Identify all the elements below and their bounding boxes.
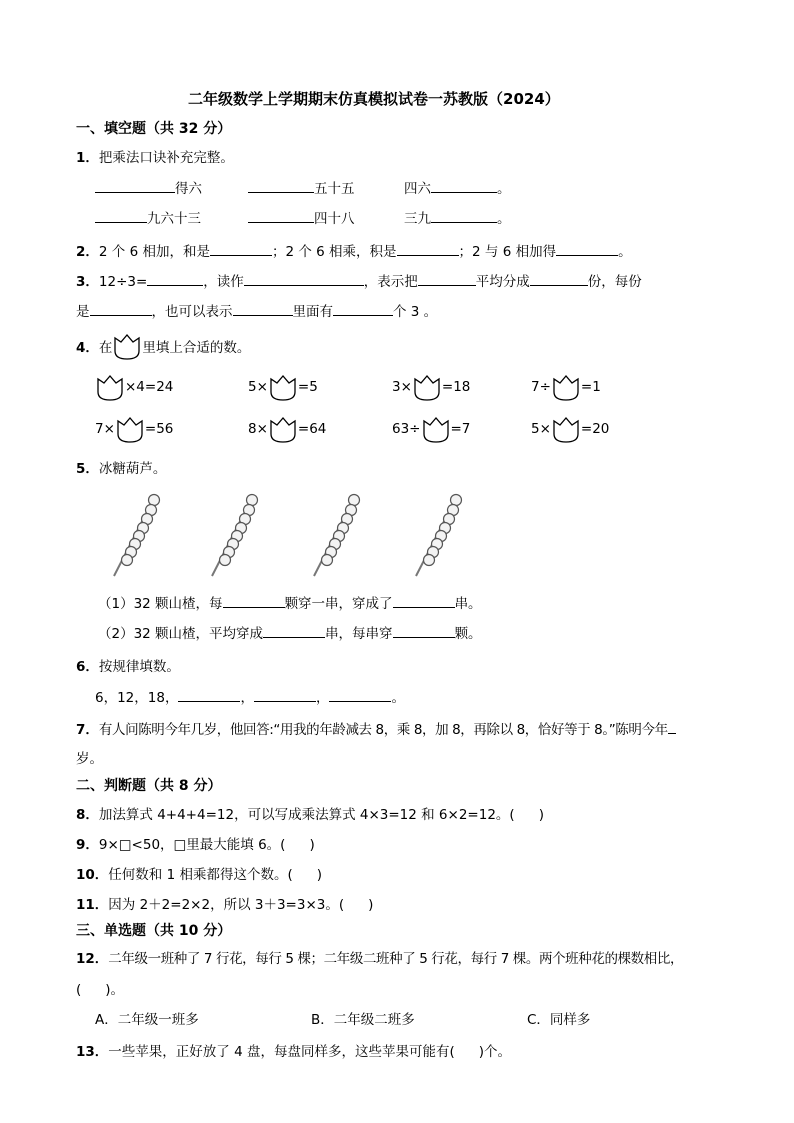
formula-post: =20 <box>580 421 610 437</box>
q12-option-a[interactable]: A．二年级一班多 <box>95 1012 199 1028</box>
answer-blank[interactable] <box>668 719 676 734</box>
q4-cell-8 <box>531 414 609 444</box>
question-text: 是 <box>76 304 90 320</box>
tulip-answer-box[interactable] <box>95 372 125 402</box>
q4-cell-3 <box>392 372 470 402</box>
tanghulu-skewer-icon <box>206 490 262 580</box>
question-number: 3． <box>76 274 99 290</box>
q4-cell-5 <box>95 414 173 444</box>
answer-blank[interactable] <box>393 593 455 608</box>
formula-text: 三九 <box>404 211 431 227</box>
question-11 <box>76 893 373 913</box>
question-text: 9×□<50，□里最大能填 6。( <box>98 837 286 853</box>
answer-blank[interactable] <box>90 301 152 316</box>
question-text: 一些苹果，正好放了 4 盘，每盘同样多，这些苹果可能有( <box>108 1044 455 1060</box>
q12-option-c[interactable]: C．同样多 <box>527 1012 591 1028</box>
question-number: 13． <box>76 1044 109 1060</box>
answer-blank[interactable] <box>254 687 316 702</box>
question-4 <box>76 331 250 361</box>
question-text: 任何数和 1 相乘都得这个数。( <box>108 867 293 883</box>
q5-part-2 <box>98 622 482 642</box>
tulip-answer-box[interactable] <box>551 414 581 444</box>
punctuation: 。 <box>391 690 405 706</box>
tanghulu-skewer-icon <box>410 490 466 580</box>
answer-blank[interactable] <box>418 271 476 286</box>
punctuation: 。 <box>497 211 511 227</box>
question-9 <box>76 833 315 853</box>
q4-cell-4 <box>531 372 601 402</box>
question-text: 因为 2＋2=2×2，所以 3＋3=3×3。( <box>108 897 345 913</box>
question-3-line2 <box>76 300 437 320</box>
punctuation: ， <box>315 690 330 706</box>
answer-blank[interactable] <box>147 271 203 286</box>
punctuation: ( <box>76 982 82 998</box>
question-number: 7． <box>76 722 99 738</box>
tulip-box-icon <box>112 331 142 361</box>
answer-blank[interactable] <box>244 271 364 286</box>
formula-pre: 8× <box>248 421 268 437</box>
formula-post: =18 <box>441 379 471 395</box>
question-text: 串。 <box>454 596 482 612</box>
formula-text: 五十五 <box>314 181 355 197</box>
question-number: 2． <box>76 244 99 260</box>
sequence-text: 6，12，18， <box>95 690 179 706</box>
question-text: ；2 个 6 相乘，积是 <box>271 244 397 260</box>
question-12-line1 <box>76 947 756 967</box>
question-text: ；2 与 6 相加得 <box>458 244 557 260</box>
formula-pre: 5× <box>248 379 268 395</box>
question-text: 里填上合适的数。 <box>142 340 251 356</box>
tulip-answer-box[interactable] <box>268 414 298 444</box>
formula-text: 四六 <box>404 181 431 197</box>
question-text: 个 3 。 <box>393 304 438 320</box>
answer-blank[interactable] <box>431 178 497 193</box>
question-text: 里面有 <box>292 304 333 320</box>
answer-blank[interactable] <box>248 178 314 193</box>
question-number: 6． <box>76 659 99 675</box>
question-12-line2 <box>76 978 124 998</box>
formula-post: =5 <box>297 379 318 395</box>
question-text: 份，每份 <box>587 274 642 290</box>
question-text: 二年级一班种了 7 行花，每行 5 棵；二年级二班种了 5 行花，每行 7 棵。两个班种花的棵数相比， <box>108 951 684 967</box>
q5-part-1 <box>98 592 482 612</box>
formula-post: =64 <box>297 421 327 437</box>
q4-cell-2 <box>248 372 318 402</box>
question-text: 平均分成 <box>475 274 530 290</box>
page-title: 二年级数学上学期期末仿真模拟试卷一苏教版（2024） <box>188 90 560 108</box>
question-text: 在 <box>98 340 113 356</box>
formula-text: 九六十三 <box>147 211 201 227</box>
formula-pre: 3× <box>392 379 412 395</box>
question-3-line1 <box>76 270 642 290</box>
question-7-line1 <box>76 718 756 738</box>
section-heading-true-false: 二、判断题（共 8 分） <box>76 778 222 794</box>
question-text: 有人问陈明今年几岁，他回答:“用我的年龄减去 8，乘 8，加 8，再除以 8，恰好等于 8。”陈明今年 <box>98 722 668 738</box>
punctuation: ) <box>316 867 323 883</box>
question-text: （1）32 颗山楂，每 <box>98 596 223 612</box>
answer-blank[interactable] <box>329 687 391 702</box>
q6-sequence <box>95 686 405 706</box>
answer-blank[interactable] <box>530 271 588 286</box>
question-text: 按规律填数。 <box>98 659 180 675</box>
section-heading-fill-blank: 一、填空题（共 32 分） <box>76 121 232 137</box>
formula-post: =56 <box>144 421 174 437</box>
answer-blank[interactable] <box>223 593 285 608</box>
question-text: ，读作 <box>203 274 244 290</box>
question-text: 加法算式 4+4+4=12，可以写成乘法算式 4×3=12 和 6×2=12。( <box>98 807 515 823</box>
question-text: 颗。 <box>454 626 482 642</box>
punctuation: ) <box>309 837 315 853</box>
formula-pre: 63÷ <box>392 421 421 437</box>
question-number: 4． <box>76 340 99 356</box>
question-number: 9． <box>76 837 99 853</box>
question-text: )个。 <box>478 1044 512 1060</box>
answer-blank[interactable] <box>263 623 325 638</box>
answer-blank[interactable] <box>233 301 293 316</box>
answer-blank[interactable] <box>556 241 618 256</box>
question-7-line2: 岁。 <box>76 751 103 767</box>
q1-row1-col2 <box>248 177 355 197</box>
question-number: 11． <box>76 897 109 913</box>
answer-blank[interactable] <box>397 241 459 256</box>
q1-row2-col1 <box>95 207 201 227</box>
formula-pre: 7× <box>95 421 115 437</box>
q1-row1-col3 <box>404 177 511 197</box>
tulip-answer-box[interactable] <box>115 414 145 444</box>
q1-row2-col3 <box>404 207 511 227</box>
question-text: 冰糖葫芦。 <box>98 461 167 477</box>
question-number: 10． <box>76 867 109 883</box>
question-number: 12． <box>76 951 109 967</box>
q1-row2-col2 <box>248 207 355 227</box>
formula-post: =7 <box>450 421 471 437</box>
question-text: 2 个 6 相加，和是 <box>98 244 210 260</box>
answer-blank[interactable] <box>178 687 240 702</box>
question-text: 颗穿一串，穿成了 <box>284 596 393 612</box>
answer-blank[interactable] <box>248 208 314 223</box>
question-8 <box>76 803 544 823</box>
answer-blank[interactable] <box>95 178 175 193</box>
question-text: ，也可以表示 <box>151 304 233 320</box>
question-text: 12÷3= <box>98 274 148 290</box>
section-heading-single-choice: 三、单选题（共 10 分） <box>76 923 232 939</box>
question-13 <box>76 1040 511 1060</box>
question-1 <box>76 146 234 166</box>
tulip-answer-box[interactable] <box>412 372 442 402</box>
formula-pre: 5× <box>531 421 551 437</box>
answer-blank[interactable] <box>95 208 147 223</box>
question-6 <box>76 655 180 675</box>
answer-blank[interactable] <box>210 241 272 256</box>
q4-cell-6 <box>248 414 326 444</box>
question-text: （2）32 颗山楂，平均穿成 <box>98 626 264 642</box>
question-text: ，表示把 <box>363 274 418 290</box>
tanghulu-skewer-icon <box>308 490 364 580</box>
question-text: 把乘法口诀补充完整。 <box>98 150 234 166</box>
question-5 <box>76 457 166 477</box>
formula-text: 得六 <box>175 181 202 197</box>
question-2 <box>76 240 632 260</box>
question-text: 串，每串穿 <box>325 626 393 642</box>
q4-cell-1 <box>95 372 173 402</box>
question-number: 1． <box>76 150 99 166</box>
formula-text: 四十八 <box>314 211 355 227</box>
punctuation: ) <box>368 897 374 913</box>
answer-blank[interactable] <box>333 301 393 316</box>
q4-cell-7 <box>392 414 470 444</box>
question-number: 5． <box>76 461 99 477</box>
answer-blank[interactable] <box>393 623 455 638</box>
q12-option-b[interactable]: B．二年级二班多 <box>311 1012 415 1028</box>
formula-post: ×4=24 <box>125 379 174 395</box>
formula-post: =1 <box>580 379 601 395</box>
q1-row1-col1 <box>95 177 202 197</box>
punctuation: 。 <box>618 244 632 260</box>
punctuation: 。 <box>497 181 511 197</box>
punctuation: )。 <box>105 982 125 998</box>
tulip-answer-box[interactable] <box>268 372 298 402</box>
punctuation: ) <box>538 807 544 823</box>
answer-blank[interactable] <box>431 208 497 223</box>
tulip-answer-box[interactable] <box>551 372 581 402</box>
question-10 <box>76 863 322 883</box>
tulip-answer-box[interactable] <box>421 414 451 444</box>
question-number: 8． <box>76 807 99 823</box>
tanghulu-skewer-icon <box>108 490 164 580</box>
formula-pre: 7÷ <box>531 379 551 395</box>
punctuation: ， <box>240 690 254 706</box>
